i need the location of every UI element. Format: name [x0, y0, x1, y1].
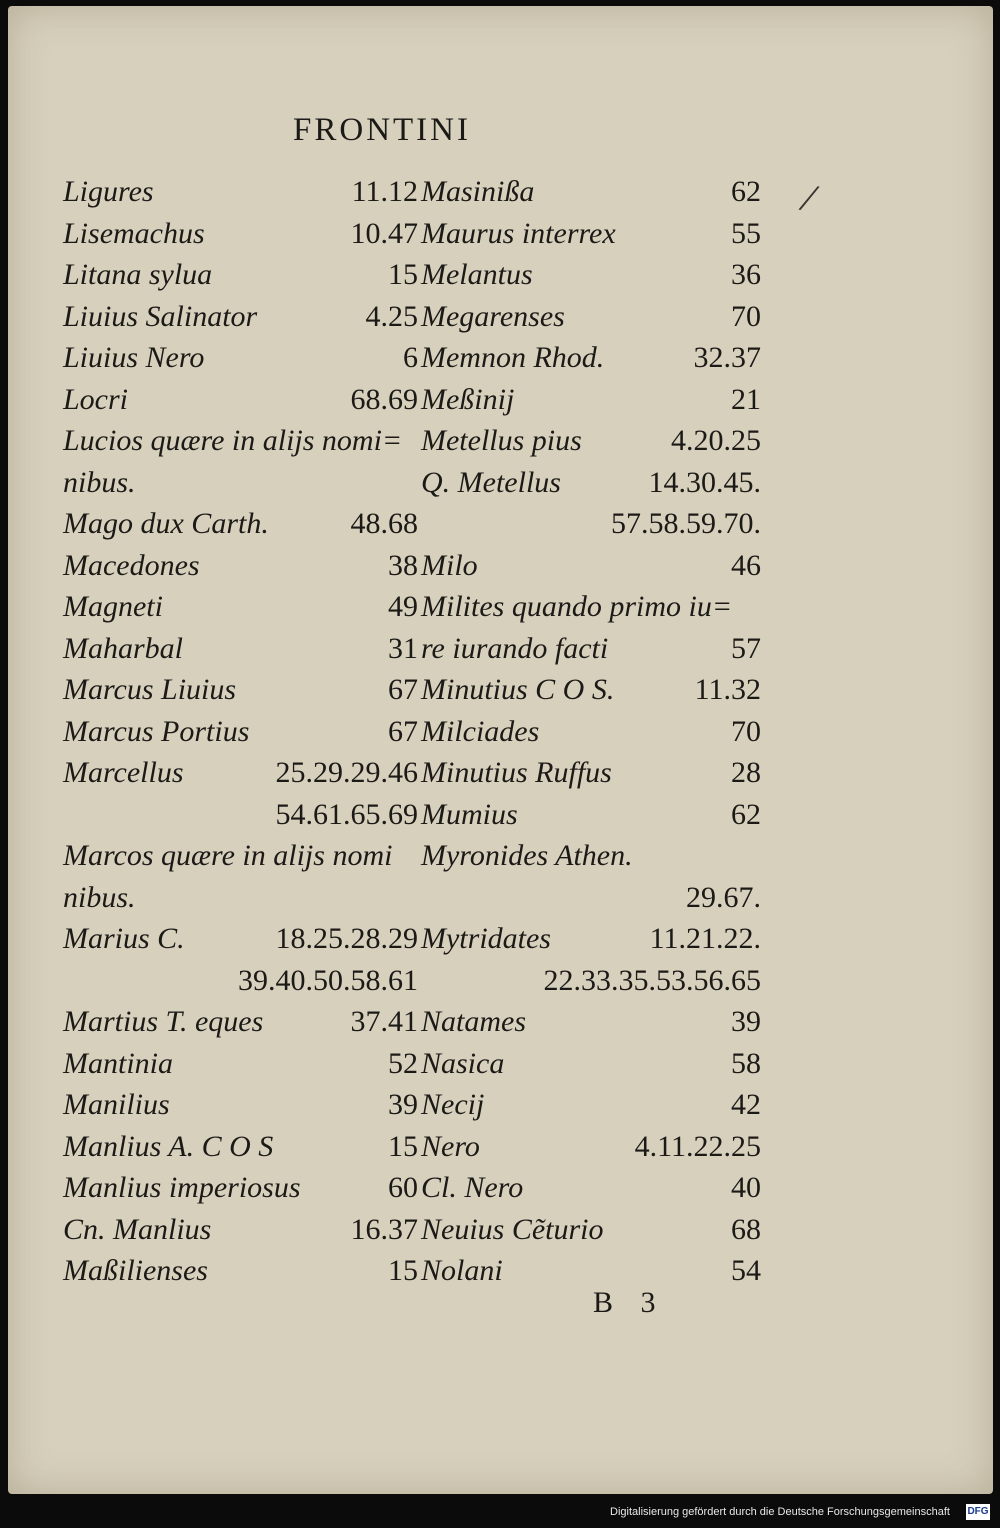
entry-name: Natames [421, 1005, 526, 1038]
index-entry [63, 1001, 418, 1043]
entry-pages: 67 [388, 673, 418, 706]
index-entry [421, 586, 761, 628]
entry-pages: 4.20.25 [671, 424, 761, 457]
index-entry [421, 545, 761, 587]
entry-name: Masinißa [421, 175, 535, 208]
index-entry [421, 420, 761, 462]
entry-pages: 39 [388, 1088, 418, 1121]
index-entry [421, 752, 761, 794]
index-entry [63, 254, 418, 296]
entry-name: Maßilienses [63, 1254, 208, 1287]
entry-name: Marcos quære in alijs nomi [63, 839, 393, 872]
index-entry [421, 1001, 761, 1043]
entry-name: Marcus Portius [63, 714, 250, 748]
entry-pages: 18.25.28.29 [275, 922, 418, 955]
index-entry [63, 420, 418, 462]
entry-pages: 62 [731, 797, 761, 831]
book-page [8, 6, 993, 1494]
entry-name: Ligures [63, 175, 154, 208]
entry-pages: 38 [388, 548, 418, 582]
index-entry [63, 1084, 418, 1126]
entry-name: Melantus [421, 258, 533, 291]
entry-pages: 29.67. [686, 880, 761, 914]
entry-pages: 42 [731, 1088, 761, 1121]
index-entry [421, 835, 761, 877]
entry-name: Memnon Rhod. [421, 341, 605, 374]
entry-pages: 21 [731, 382, 761, 416]
signature-mark: B 3 [593, 1286, 656, 1319]
index-entry [421, 462, 761, 504]
entry-name: Mago dux Carth. [63, 507, 269, 540]
index-entry [421, 1209, 761, 1251]
index-entry [63, 171, 418, 213]
entry-name: Metellus pius [421, 424, 582, 457]
entry-pages: 28 [731, 756, 761, 789]
index-entry [421, 1084, 761, 1126]
entry-name: Liuius Nero [63, 341, 205, 374]
entry-name: Marius C. [63, 922, 185, 955]
entry-pages: 70 [731, 714, 761, 748]
entry-pages: 48.68 [350, 507, 418, 540]
entry-pages: 4.11.22.25 [634, 1129, 761, 1163]
entry-name: Cn. Manlius [63, 1212, 212, 1246]
entry-pages: 58 [731, 1046, 761, 1080]
index-entry [63, 586, 418, 628]
index-column-right [421, 171, 761, 1292]
index-entry [421, 296, 761, 338]
entry-pages: 57 [731, 631, 761, 665]
entry-name: Mytridates [421, 922, 551, 955]
entry-name: Magneti [63, 590, 163, 623]
index-entry [421, 1250, 761, 1292]
index-entry [63, 1250, 418, 1292]
index-entry [63, 711, 418, 753]
index-entry [421, 254, 761, 296]
index-entry [63, 337, 418, 379]
index-entry [421, 960, 761, 1002]
index-entry [63, 296, 418, 338]
index-entry [63, 1209, 418, 1251]
entry-pages: 40 [731, 1171, 761, 1204]
index-entry [421, 877, 761, 919]
entry-pages: 15 [388, 1129, 418, 1163]
entry-name: Milites quando primo iu= [421, 590, 733, 623]
entry-pages: 37.41 [350, 1005, 418, 1038]
entry-pages: 15 [388, 258, 418, 291]
index-entry [63, 545, 418, 587]
entry-pages: 70 [731, 299, 761, 333]
entry-pages: 11.32 [694, 673, 761, 706]
index-entry [63, 752, 418, 794]
index-entry [63, 835, 418, 877]
dfg-logo-icon: DFG [966, 1504, 990, 1520]
index-entry [421, 794, 761, 836]
entry-name: Marcus Liuius [63, 673, 237, 706]
index-entry [63, 918, 418, 960]
entry-name: Nolani [421, 1254, 503, 1287]
entry-name: Necij [421, 1088, 485, 1121]
index-entry [421, 669, 761, 711]
entry-pages: 54.61.65.69 [275, 797, 418, 831]
index-entry [63, 462, 418, 504]
entry-pages: 68 [731, 1212, 761, 1246]
entry-name: Manlius imperiosus [63, 1171, 301, 1204]
entry-pages: 10.47 [350, 216, 418, 250]
entry-name: Nasica [421, 1046, 505, 1080]
entry-name: Litana sylua [63, 258, 213, 291]
entry-pages: 46 [731, 548, 761, 582]
index-entry [63, 379, 418, 421]
margin-annotation: / [798, 174, 819, 221]
page-title: FRONTINI [293, 112, 471, 148]
entry-name: Nero [421, 1129, 480, 1163]
entry-pages: 15 [388, 1254, 418, 1287]
entry-pages: 49 [388, 590, 418, 623]
index-entry [63, 794, 418, 836]
index-entry [63, 960, 418, 1002]
entry-name: Neuius Cẽturio [421, 1212, 604, 1246]
entry-name: Marcellus [63, 756, 184, 789]
entry-pages: 57.58.59.70. [611, 507, 761, 540]
entry-pages: 55 [731, 216, 761, 250]
entry-name: Lisemachus [63, 216, 205, 250]
entry-name: Martius T. eques [63, 1005, 264, 1038]
entry-name: nibus. [63, 465, 136, 499]
entry-name: Meßinij [421, 382, 515, 416]
entry-pages: 16.37 [350, 1212, 418, 1246]
index-entry [421, 171, 761, 213]
index-entry [63, 503, 418, 545]
entry-name: re iurando facti [421, 631, 609, 665]
entry-pages: 4.25 [365, 299, 418, 333]
index-entry [63, 628, 418, 670]
index-entry [421, 337, 761, 379]
entry-pages: 52 [388, 1046, 418, 1080]
entry-name: Q. Metellus [421, 465, 561, 499]
entry-pages: 11.21.22. [649, 922, 761, 955]
entry-pages: 60 [388, 1171, 418, 1204]
entry-name: Minutius C O S. [421, 673, 615, 706]
index-entry [63, 1126, 418, 1168]
entry-pages: 14.30.45. [648, 465, 761, 499]
index-entry [421, 503, 761, 545]
entry-pages: 67 [388, 714, 418, 748]
entry-name: Lucios quære in alijs nomi= [63, 424, 403, 457]
index-entry [421, 918, 761, 960]
entry-name: Cl. Nero [421, 1171, 524, 1204]
index-entry [421, 1043, 761, 1085]
index-entry [421, 213, 761, 255]
entry-name: Locri [63, 382, 129, 416]
entry-pages: 36 [731, 258, 761, 291]
index-entry [421, 628, 761, 670]
index-entry [421, 379, 761, 421]
index-entry [63, 877, 418, 919]
entry-pages: 31 [388, 631, 418, 665]
entry-name: Manilius [63, 1088, 170, 1121]
entry-pages: 25.29.29.46 [275, 756, 418, 789]
entry-pages: 62 [731, 175, 761, 208]
index-entry [63, 1167, 418, 1209]
entry-pages: 68.69 [350, 382, 418, 416]
entry-name: Maurus interrex [421, 216, 616, 250]
index-entry [421, 1126, 761, 1168]
entry-pages: 6 [403, 341, 418, 374]
index-entry [63, 669, 418, 711]
index-entry [63, 213, 418, 255]
entry-name: Milciades [421, 714, 540, 748]
entry-name: Macedones [63, 548, 200, 582]
entry-pages: 39.40.50.58.61 [238, 963, 418, 997]
index-entry [63, 1043, 418, 1085]
entry-name: Minutius Ruffus [421, 756, 612, 789]
entry-pages: 54 [731, 1254, 761, 1287]
entry-name: Manlius A. C O S [63, 1129, 274, 1163]
entry-name: nibus. [63, 880, 136, 914]
entry-name: Mumius [421, 797, 518, 831]
entry-name: Myronides Athen. [421, 839, 633, 872]
entry-name: Milo [421, 548, 478, 582]
entry-name: Maharbal [63, 631, 183, 665]
entry-pages: 11.12 [351, 175, 418, 208]
index-entry [421, 1167, 761, 1209]
entry-pages: 39 [731, 1005, 761, 1038]
entry-name: Megarenses [421, 299, 565, 333]
entry-name: Mantinia [63, 1046, 173, 1080]
index-column-left [63, 171, 418, 1292]
entry-pages: 32.37 [693, 341, 761, 374]
index-entry [421, 711, 761, 753]
digitization-credit: Digitalisierung gefördert durch die Deutsche Forschungsgemeinschaft [610, 1506, 950, 1518]
entry-pages: 22.33.35.53.56.65 [543, 963, 761, 997]
entry-name: Liuius Salinator [63, 299, 258, 333]
